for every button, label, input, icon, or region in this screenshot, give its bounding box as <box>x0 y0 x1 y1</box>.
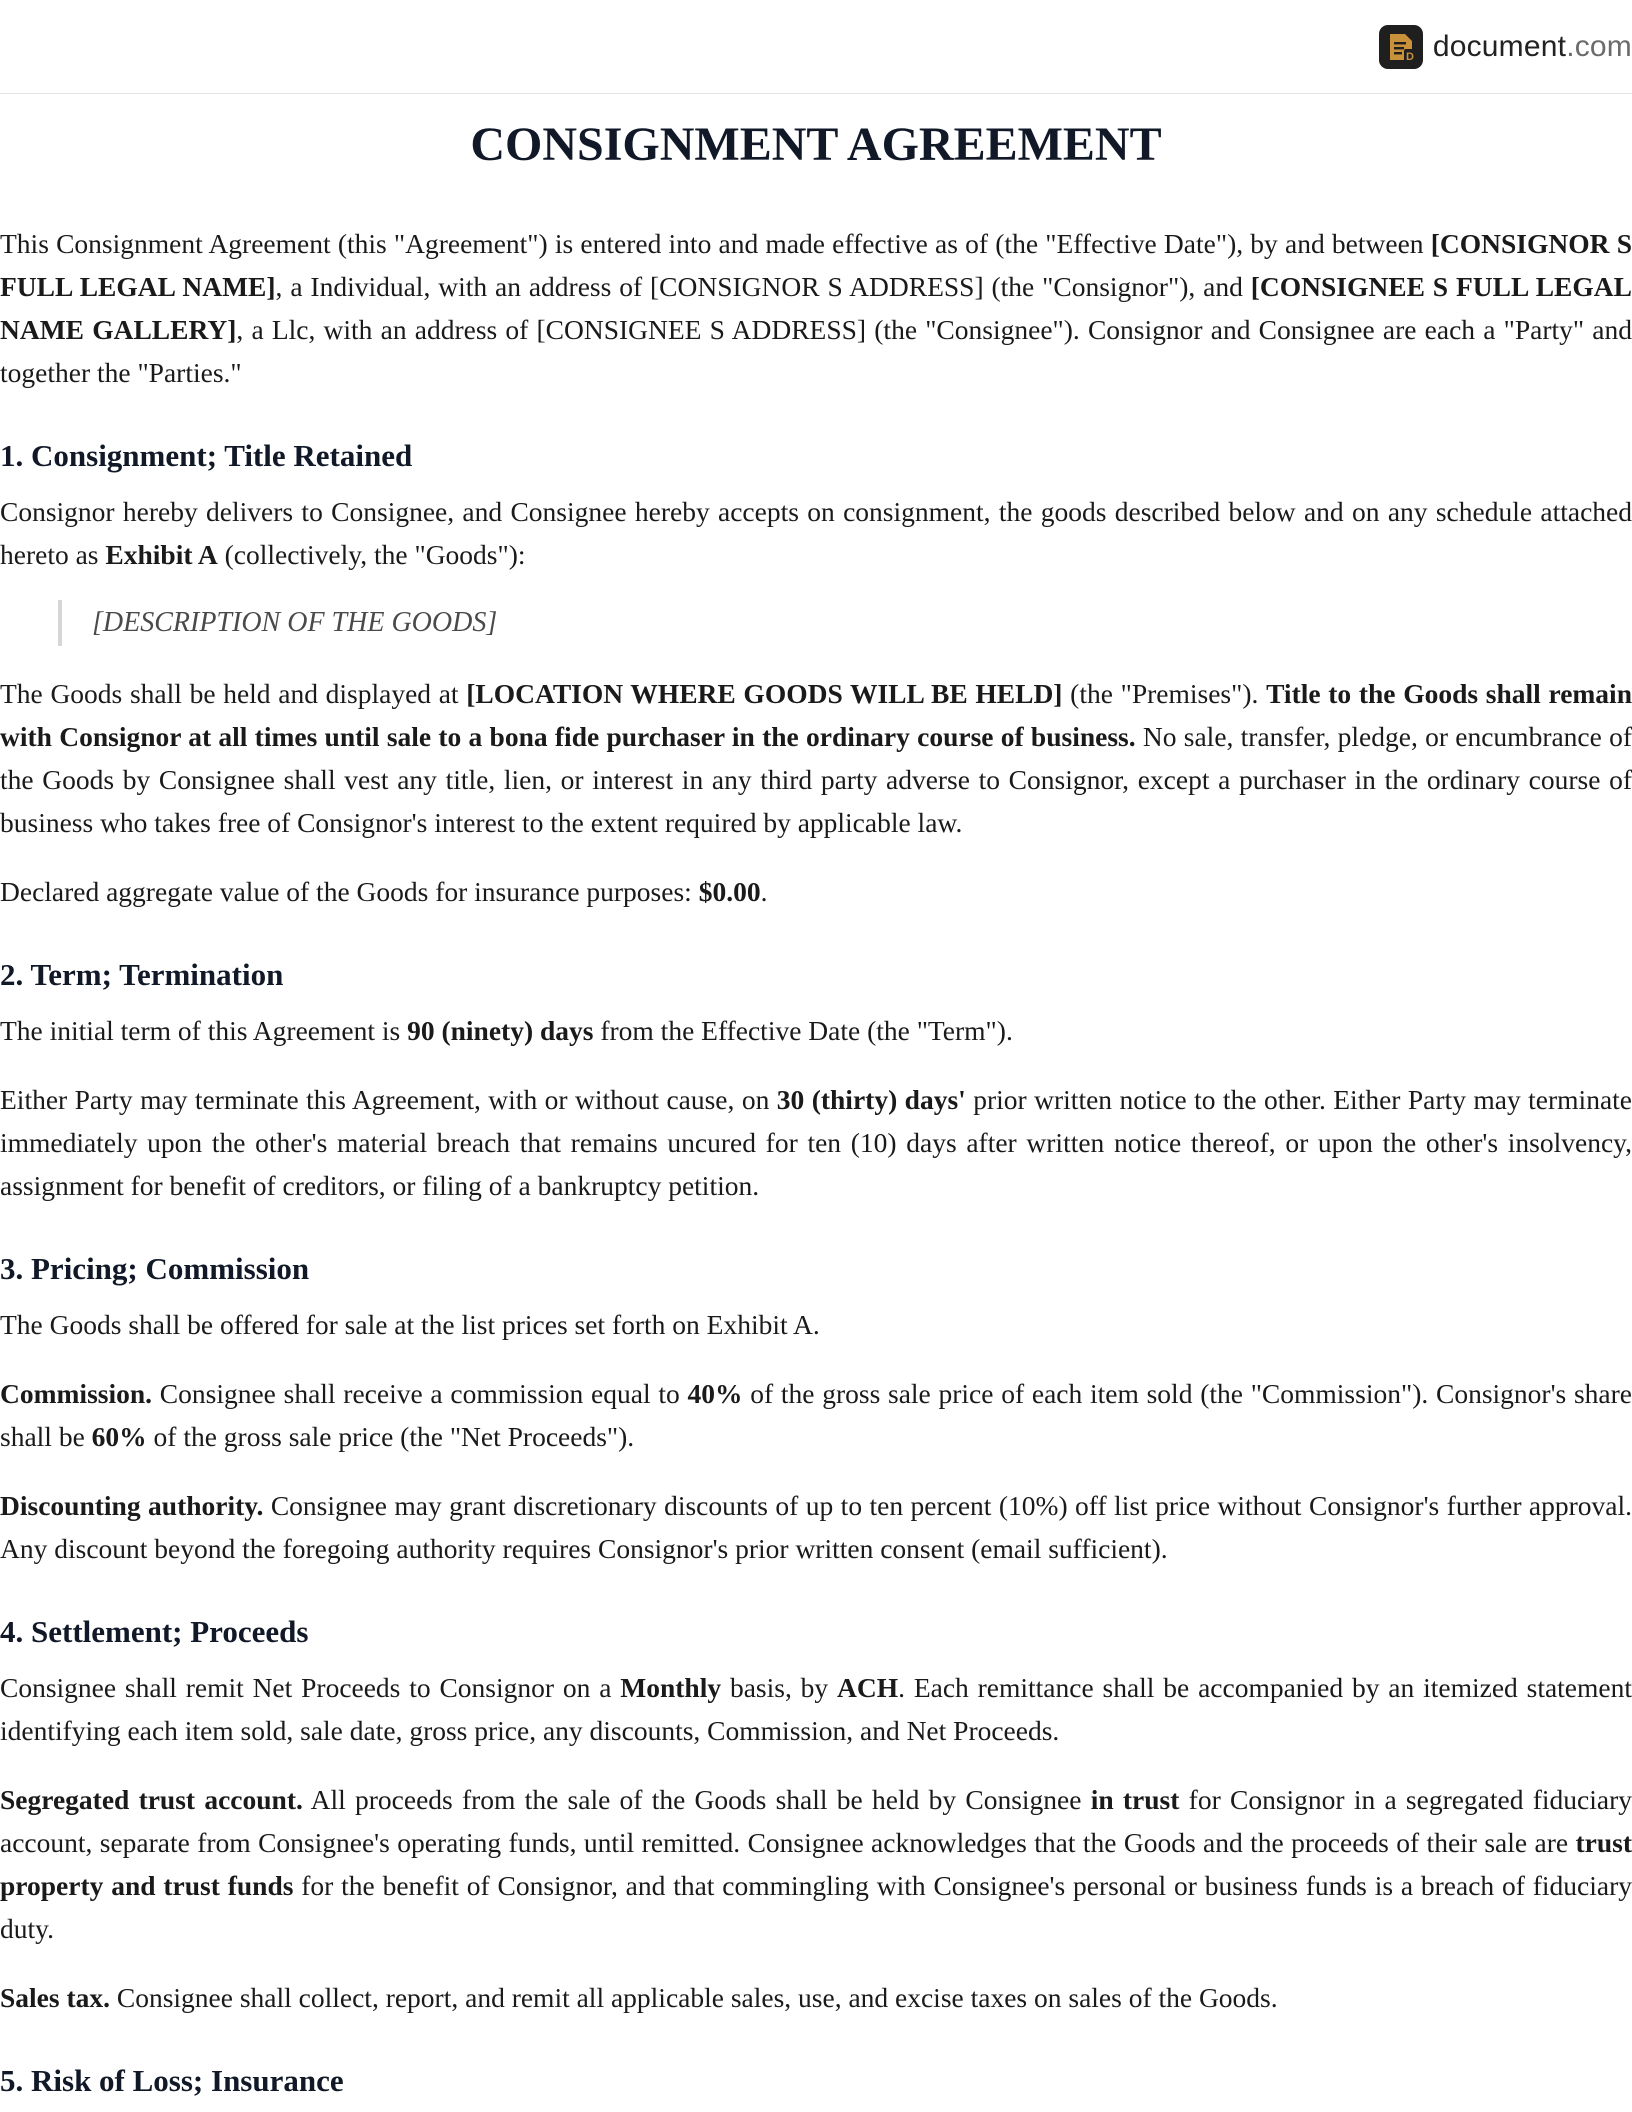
section-5-heading: 5. Risk of Loss; Insurance <box>0 2062 344 2098</box>
brand-name <box>1433 30 1632 64</box>
s3p2-bold-3: 60% <box>91 1420 147 1452</box>
s2p2-text-1: Either Party may terminate this Agreement, with or without cause, on <box>0 1083 777 1115</box>
document-body <box>0 116 1632 2101</box>
goods-description-quote: [DESCRIPTION OF THE GOODS] <box>58 600 1632 646</box>
s1p2-text-3: No sale, transfer, pledge, or encumbrance of the Goods by Consignee shall vest any title, lien, or interest in any third party adverse to Consignor, except a purchaser in the ordinary course of business who takes free of Consignor's interest to the extent required by applicable law. <box>0 720 1632 838</box>
s1p2-text-2: (the "Premises"). <box>1062 677 1267 709</box>
s1p2-bold-1: [LOCATION WHERE GOODS WILL BE HELD] <box>466 677 1063 709</box>
brand-name-tld: .com <box>1566 30 1632 63</box>
s4p1-bold-2: ACH <box>837 1671 899 1703</box>
section-1-paragraph-3 <box>0 870 1632 913</box>
s4p3-text-1: Consignee shall collect, report, and remit all applicable sales, use, and excise taxes on sales of the Goods. <box>110 1981 1278 2013</box>
section-1-heading: 1. Consignment; Title Retained <box>0 437 413 473</box>
svg-text:D: D <box>1405 51 1414 63</box>
section-3-paragraph-3 <box>0 1484 1632 1570</box>
s1p1-text-1: Consignor hereby delivers to Consignee, and Consignee hereby accepts on consignment, the goods described below and on any schedule attached hereto as <box>0 495 1632 570</box>
intro-paragraph <box>0 222 1632 394</box>
s4p2-text-1: All proceeds from the sale of the Goods shall be held by Consignee <box>302 1783 1091 1815</box>
section-3-paragraph-1: The Goods shall be offered for sale at the list prices set forth on Exhibit A. <box>0 1308 820 1340</box>
s3p2-text-2: of the gross sale price of each item sold (the "Commission"). Consignor's share shall be <box>0 1377 1632 1452</box>
s4p2-text-3: for the benefit of Consignor, and that commingling with Consignee's personal or business funds is a breach of fiduciary duty. <box>0 1869 1632 1944</box>
intro-text-3: , a Llc, with an address of [CONSIGNEE S ADDRESS] (the "Consignee"). Consignor and Consignee are each a "Party" and together the "Parties." <box>0 313 1632 388</box>
consignee-name: [CONSIGNEE S FULL LEGAL NAME GALLERY] <box>0 270 1632 345</box>
s2p1-bold-1: 90 (ninety) days <box>407 1014 594 1046</box>
s4p2-bold-3: trust property and trust funds <box>0 1826 1632 1901</box>
s1p3-text-2: . <box>760 875 768 907</box>
section-4-paragraph-1 <box>0 1666 1632 1752</box>
s4p1-text-3: . Each remittance shall be accompanied by an itemized statement identifying each item sold, sale date, gross price, any discounts, Commission, and Net Proceeds. <box>0 1671 1632 1746</box>
s4p2-bold-2: in trust <box>1090 1783 1180 1815</box>
document-logo-icon <box>1379 25 1423 69</box>
s4p1-text-1: Consignee shall remit Net Proceeds to Consignor on a <box>0 1671 621 1703</box>
intro-text-1: This Consignment Agreement (this "Agreement") is entered into and made effective as of (the "Effective Date"), by and between <box>0 227 1431 259</box>
s1p1-text-2: (collectively, the "Goods"): <box>217 538 526 570</box>
s2p1-text-2: from the Effective Date (the "Term"). <box>593 1014 1013 1046</box>
s2p1-text-1: The initial term of this Agreement is <box>0 1014 408 1046</box>
section-2-heading: 2. Term; Termination <box>0 956 284 992</box>
section-4-paragraph-2 <box>0 1778 1632 1950</box>
brand-logo[interactable] <box>1379 25 1632 69</box>
section-1-paragraph-1 <box>0 490 1632 576</box>
document-title: CONSIGNMENT AGREEMENT <box>470 118 1162 171</box>
section-1-paragraph-2 <box>0 672 1632 844</box>
top-bar <box>0 0 1632 94</box>
s3p2-text-1: Consignee shall receive a commission equal to <box>152 1377 688 1409</box>
consignor-name: [CONSIGNOR S FULL LEGAL NAME] <box>0 227 1632 302</box>
section-4-paragraph-3 <box>0 1976 1632 2019</box>
s4p2-text-2: for Consignor in a segregated fiduciary account, separate from Consignee's operating funds, until remitted. Consignee acknowledges that the Goods and the proceeds of their sale are <box>0 1783 1632 1858</box>
s1p3-bold-1: $0.00 <box>698 875 761 907</box>
brand-name-main: document <box>1432 30 1567 63</box>
s4p2-bold-1: Segregated trust account. <box>0 1783 303 1815</box>
s3p2-text-3: of the gross sale price (the "Net Proceeds"). <box>146 1420 635 1452</box>
s1p3-text-1: Declared aggregate value of the Goods for insurance purposes: <box>0 875 699 907</box>
s4p1-bold-1: Monthly <box>620 1671 722 1703</box>
section-3-heading: 3. Pricing; Commission <box>0 1250 310 1286</box>
s1p1-bold-1: Exhibit A <box>105 538 218 570</box>
intro-text-2: , a Individual, with an address of [CONSIGNOR S ADDRESS] (the "Consignor"), and <box>275 270 1251 302</box>
s2p2-bold-1: 30 (thirty) days' <box>776 1083 966 1115</box>
s3p2-bold-2: 40% <box>687 1377 743 1409</box>
section-4-heading: 4. Settlement; Proceeds <box>0 1613 309 1649</box>
s1p2-text-1: The Goods shall be held and displayed at <box>0 677 467 709</box>
s4p3-bold-1: Sales tax. <box>0 1981 110 2013</box>
section-2-paragraph-2 <box>0 1078 1632 1207</box>
s3p3-text-1: Consignee may grant discretionary discounts of up to ten percent (10%) off list price without Consignor's further approval. Any discount beyond the foregoing authority requires Consignor's prior written consent (email sufficient). <box>0 1489 1632 1564</box>
s1p2-bold-2: Title to the Goods shall remain with Consignor at all times until sale to a bona fide purchaser in the ordinary course of business. <box>0 677 1632 752</box>
s3p2-bold-1: Commission. <box>0 1377 153 1409</box>
s4p1-text-2: basis, by <box>721 1671 837 1703</box>
section-2-paragraph-1 <box>0 1009 1632 1052</box>
section-3-paragraph-2 <box>0 1372 1632 1458</box>
s3p3-bold-1: Discounting authority. <box>0 1489 264 1521</box>
s2p2-text-2: prior written notice to the other. Either Party may terminate immediately upon the other's material breach that remains uncured for ten (10) days after written notice thereof, or upon the other's insolvency, assignment for benefit of creditors, or filing of a bankruptcy petition. <box>0 1083 1632 1201</box>
